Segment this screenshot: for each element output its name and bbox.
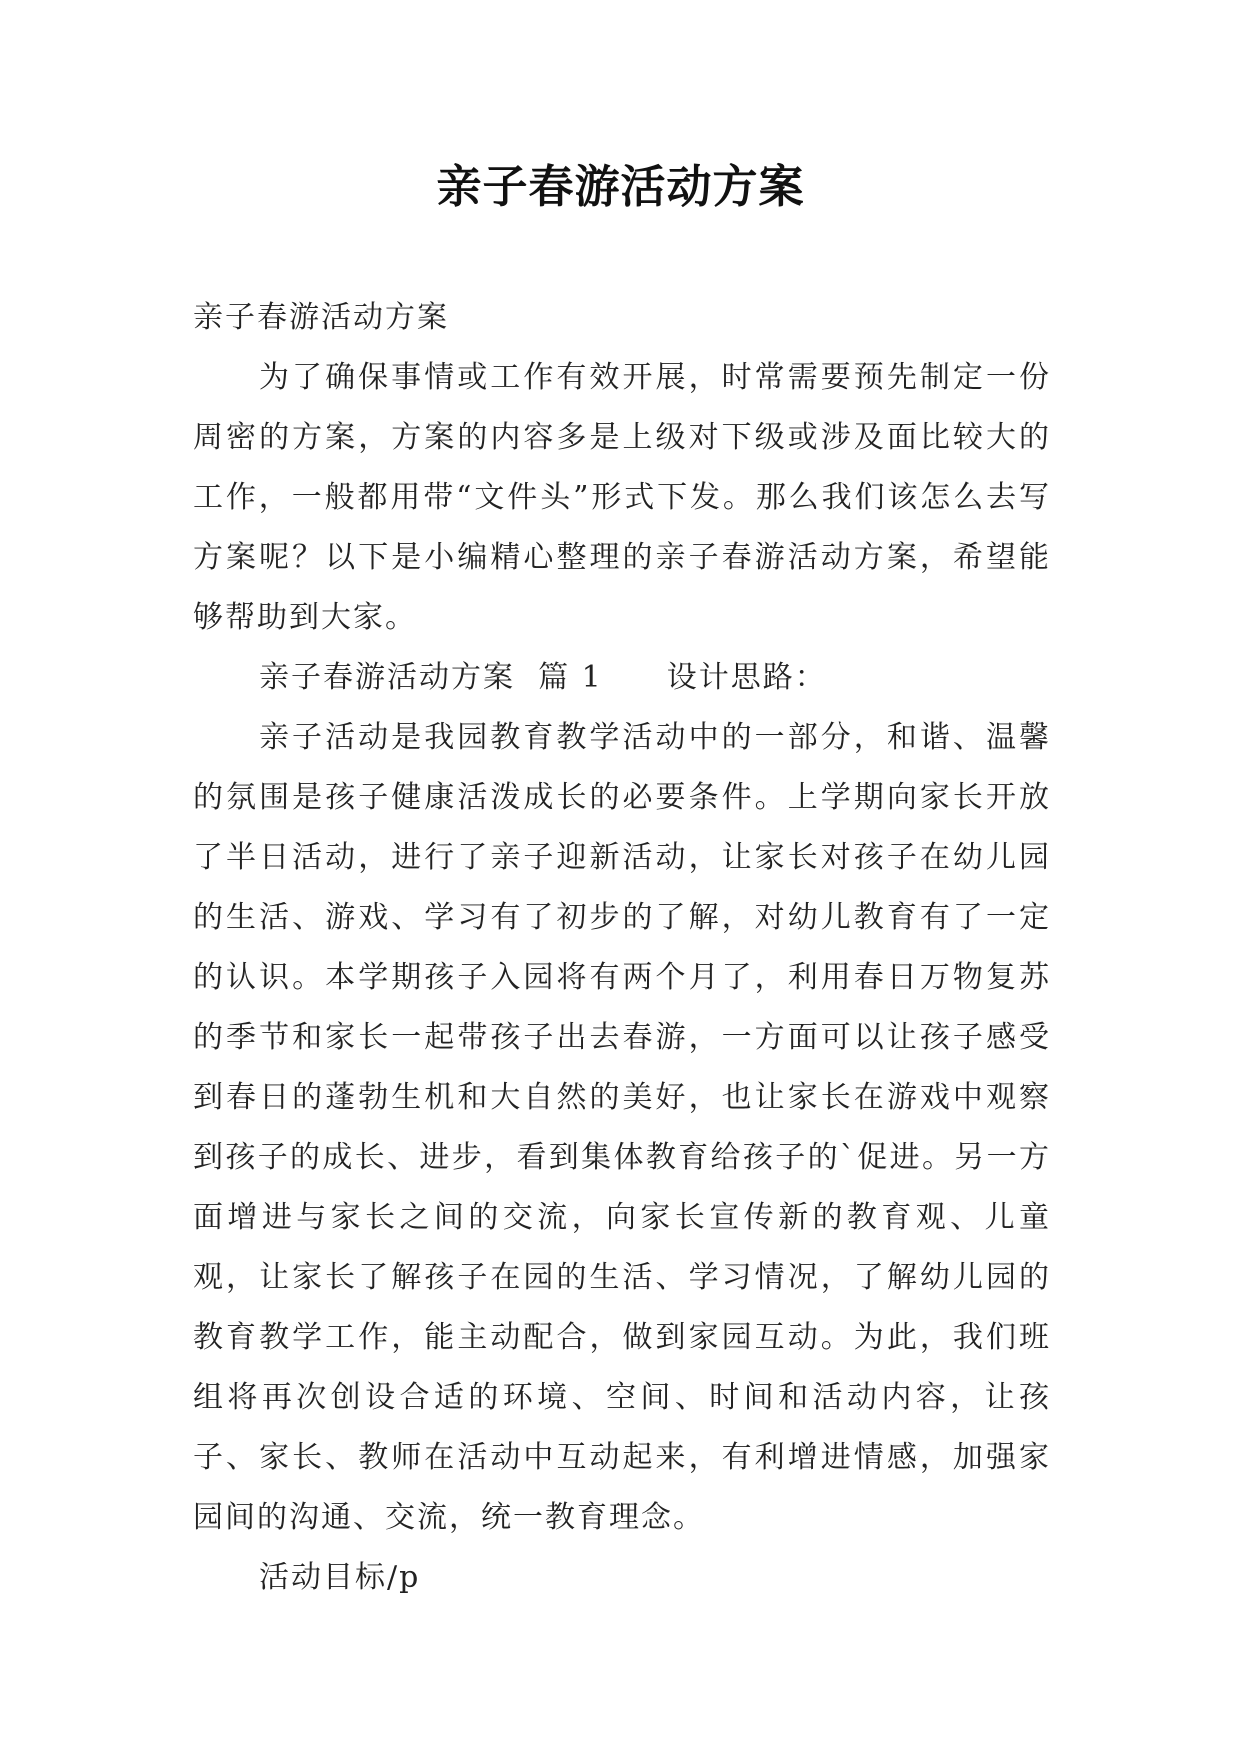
- document-subtitle: 亲子春游活动方案: [193, 300, 449, 335]
- section-part-label: 亲子春游活动方案 篇 1: [259, 660, 603, 695]
- section-heading: [193, 648, 1051, 708]
- section-body-paragraph: 亲子活动是我园教育教学活动中的一部分，和谐、温馨的氛围是孩子健康活泼成长的必要条件。上学期向家长开放了半日活动，进行了亲子迎新活动，让家长对孩子在幼儿园的生活、游戏、学习有了初步的了解，对幼儿教育有了一定的认识。本学期孩子入园将有两个月了，利用春日万物复苏的季节和家长一起带孩子出去春游，一方面可以让孩子感受到春日的蓬勃生机和大自然的美好，也让家长在游戏中观察到孩子的成长、进步，看到集体教育给孩子的`促进。另一方面增进与家长之间的交流，向家长宣传新的教育观、儿童观，让家长了解孩子在园的生活、学习情况，了解幼儿园的教育教学工作，能主动配合，做到家园互动。为此，我们班组将再次创设合适的环境、空间、时间和活动内容，让孩子、家长、教师在活动中互动起来，有利增进情感，加强家园间的沟通、交流，统一教育理念。: [193, 720, 1051, 1535]
- document-body: [193, 288, 1051, 1608]
- document-title: 亲子春游活动方案: [436, 160, 805, 213]
- goal-heading: 活动目标/p: [259, 1560, 421, 1595]
- section-design-label: 设计思路：: [666, 660, 827, 695]
- intro-paragraph: 为了确保事情或工作有效开展，时常需要预先制定一份周密的方案，方案的内容多是上级对下级或涉及面比较大的工作，一般都用带“文件头”形式下发。那么我们该怎么去写方案呢？以下是小编精心整理的亲子春游活动方案，希望能够帮助到大家。: [193, 360, 1051, 635]
